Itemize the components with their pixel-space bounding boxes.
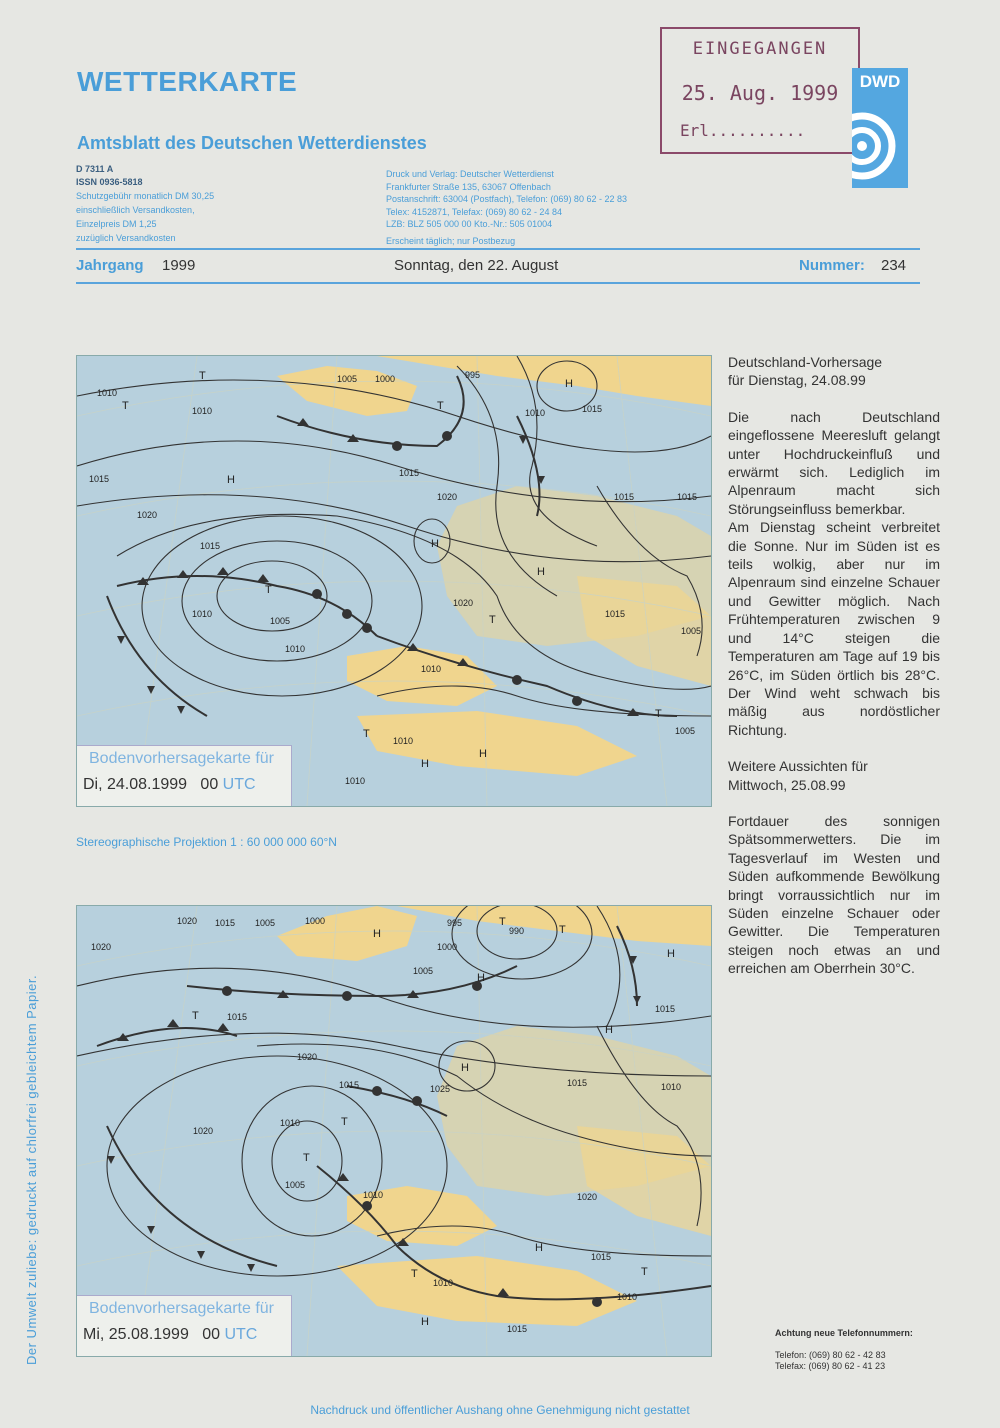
isobar-label: 1020: [177, 916, 198, 926]
isobar-label: 1000: [437, 942, 458, 952]
isobar-label: 1015: [677, 492, 698, 502]
isobar-label: 1010: [97, 388, 118, 398]
isobar-label: 1010: [192, 406, 213, 416]
isobar-label: 990: [509, 926, 525, 936]
issue-date: Sonntag, den 22. August: [394, 257, 559, 274]
isobar-label: 1020: [91, 942, 112, 952]
high-pressure-marker: H: [373, 928, 381, 940]
high-pressure-marker: H: [537, 566, 545, 578]
map-caption: [77, 745, 292, 806]
isobar-label: 1015: [591, 1252, 612, 1262]
nummer-value: 234: [881, 257, 907, 274]
low-pressure-marker: T: [499, 916, 506, 928]
high-pressure-marker: H: [605, 1024, 613, 1036]
high-pressure-marker: H: [479, 748, 487, 760]
outlook-heading: Weitere Aussichten für: [728, 758, 868, 775]
isobar-label: 1010: [363, 1190, 384, 1200]
high-pressure-marker: H: [421, 758, 429, 770]
forecast-utc: UTC: [222, 776, 256, 793]
forecast-date: Mi, 25.08.1999: [83, 1326, 189, 1343]
high-pressure-marker: H: [431, 538, 439, 550]
isobar-label: 1015: [655, 1004, 676, 1014]
isobar-label: 1000: [375, 374, 396, 384]
forecast-date: Di, 24.08.1999: [83, 776, 188, 793]
press-line: LZB: BLZ 505 000 00 Kto.-Nr.: 505 01004: [386, 219, 553, 229]
isobar-label: 1010: [421, 664, 442, 674]
isobar-label: 1020: [297, 1052, 318, 1062]
isobar-label: 995: [447, 918, 463, 928]
logo-text: DWD: [859, 72, 901, 91]
forecast-heading: für Dienstag, 24.08.99: [728, 372, 866, 389]
isobar-label: 1015: [227, 1012, 248, 1022]
press-line: Postanschrift: 63004 (Postfach), Telefon: (069) 80 62 - 22 83: [386, 194, 627, 204]
environment-note: Der Umwelt zuliebe: gedruckt auf chlorfrei gebleichtem Papier.: [24, 974, 39, 1365]
forecast-time: 00: [202, 1326, 220, 1343]
stamp-line: Erl..........: [680, 121, 806, 140]
isobar-label: 1015: [614, 492, 635, 502]
caption-date: [83, 776, 256, 794]
high-pressure-marker: H: [667, 948, 675, 960]
jahrgang-value: 1999: [162, 257, 196, 274]
isobar-label: 1010: [525, 408, 546, 418]
received-stamp: [660, 27, 860, 154]
isobar-label: 1005: [337, 374, 358, 384]
isobar-label: 1015: [200, 541, 221, 551]
outlook-paragraph: Fortdauer des sonnigen Spätsommerwetters. Die im Tagesverlauf im Westen und Süden aufkommende Bewölkung bringt vorraussichtlich nur im Süden einzelne Schauer oder Gewitter. Die Temperaturen steigen noch etwas an und erreichen am Oberrhein 30°C.: [728, 812, 940, 977]
low-pressure-marker: T: [655, 708, 662, 720]
low-pressure-marker: T: [303, 1152, 310, 1164]
caption-title: Bodenvorhersagekarte für: [89, 750, 274, 767]
high-pressure-marker: H: [477, 972, 485, 984]
low-pressure-marker: T: [437, 400, 444, 412]
low-pressure-marker: T: [559, 924, 566, 936]
divider: [76, 282, 920, 284]
isobar-label: 1020: [193, 1126, 214, 1136]
isobar-label: 1015: [89, 474, 110, 484]
isobar-label: 1010: [192, 609, 213, 619]
low-pressure-marker: T: [641, 1266, 648, 1278]
projection-note: Stereographische Projektion 1 : 60 000 000 60°N: [76, 835, 337, 849]
phone-number: Telefon: (069) 80 62 - 42 83: [775, 1350, 886, 1360]
isobar-label: 1015: [215, 918, 236, 928]
isobar-label: 1005: [285, 1180, 306, 1190]
forecast-time: 00: [200, 776, 219, 793]
high-pressure-marker: H: [227, 474, 235, 486]
forecast-heading: Deutschland-Vorhersage: [728, 354, 883, 370]
isobar-label: 1015: [582, 404, 603, 414]
low-pressure-marker: T: [411, 1268, 418, 1280]
swirl-icon: [852, 68, 908, 188]
phone-heading: Achtung neue Telefonnummern:: [775, 1328, 913, 1338]
isobar-label: 1020: [137, 510, 158, 520]
fee-line: zuzüglich Versandkosten: [76, 233, 176, 243]
press-line: Telex: 4152871, Telefax: (069) 80 62 - 24 84: [386, 206, 562, 217]
isobar-label: 1015: [399, 468, 420, 478]
stamp-line: EINGEGANGEN: [692, 39, 828, 59]
isobar-label: 1005: [255, 918, 276, 928]
page-subtitle: Amtsblatt des Deutschen Wetterdienstes: [77, 133, 427, 153]
isobar-label: 1005: [675, 726, 696, 736]
daily-note: Erscheint täglich; nur Postbezug: [386, 235, 516, 246]
map-caption: [77, 1295, 292, 1356]
isobar-label: 1005: [413, 966, 434, 976]
publication-id: D 7311 A: [76, 164, 114, 174]
isobar-label: 1010: [433, 1278, 454, 1288]
high-pressure-marker: H: [421, 1316, 429, 1328]
low-pressure-marker: T: [265, 584, 272, 596]
isobar-label: 995: [465, 370, 481, 380]
publication-info: [76, 163, 214, 245]
low-pressure-marker: T: [192, 1010, 199, 1022]
isobar-label: 1020: [437, 492, 458, 502]
pressure-centers: [77, 906, 711, 1356]
forecast-paragraph: Am Dienstag scheint verbreitet die Sonne. Nur im Süden ist es teils wolkig, aber nur im Alpenraum sind einzelne Schauer und Gewitter möglich. Nach Frühtemperaturen zwischen 9 und 14°C steigen die Temperaturen am Tage auf 19 bis 26°C, im Süden örtlich bis 28°C. Der Wind weht schwach bis mäßig aus nordöstlicher Richtung.: [728, 519, 940, 738]
forecast-text: [728, 353, 940, 978]
dwd-logo: [852, 68, 908, 188]
forecast-utc: UTC: [224, 1326, 258, 1343]
isobar-label: 1015: [339, 1080, 360, 1090]
forecast-paragraph: Die nach Deutschland eingeflossene Meeresluft gelangt unter Hochdruckeinfluß und erwärmt sich. Lediglich im Alpenraum macht sich Störungseinfluss bemerkbar.: [728, 408, 940, 517]
isobar-label: 1010: [393, 736, 414, 746]
low-pressure-marker: T: [199, 370, 206, 382]
divider: [76, 248, 920, 250]
nummer-label: Nummer:: [799, 257, 865, 274]
stamp-date: 25. Aug. 1999: [681, 81, 839, 105]
low-pressure-marker: T: [363, 728, 370, 740]
caption-date: [83, 1326, 257, 1344]
outlook-heading: Mittwoch, 25.08.99: [728, 776, 846, 793]
footer-note: Nachdruck und öffentlicher Aushang ohne Genehmigung nicht gestattet: [310, 1403, 690, 1417]
high-pressure-marker: H: [461, 1062, 469, 1074]
isobar-label: 1015: [507, 1324, 528, 1334]
caption-title: Bodenvorhersagekarte für: [89, 1300, 274, 1317]
low-pressure-marker: T: [341, 1116, 348, 1128]
isobar-label: 1010: [617, 1292, 638, 1302]
press-line: Frankfurter Straße 135, 63067 Offenbach: [386, 181, 551, 192]
isobar-label: 1005: [681, 626, 702, 636]
high-pressure-marker: H: [565, 378, 573, 390]
isobar-label: 1010: [661, 1082, 682, 1092]
fee-line: einschließlich Versandkosten,: [76, 205, 195, 215]
jahrgang-label: Jahrgang: [76, 257, 144, 274]
fax-number: Telefax: (069) 80 62 - 41 23: [775, 1361, 886, 1371]
isobar-label: 1020: [453, 598, 474, 608]
fee-line: Schutzgebühr monatlich DM 30,25: [76, 191, 215, 201]
press-line: Druck und Verlag: Deutscher Wetterdienst: [386, 169, 554, 179]
isobar-label: 1010: [280, 1118, 301, 1128]
isobar-label: 1010: [345, 776, 366, 786]
isobar-label: 1005: [270, 616, 291, 626]
isobar-label: 1025: [430, 1084, 451, 1094]
weather-map-2: [76, 905, 712, 1357]
pressure-centers: [77, 356, 711, 806]
low-pressure-marker: T: [122, 400, 129, 412]
isobar-label: 1015: [605, 609, 626, 619]
isobar-label: 1010: [285, 644, 306, 654]
isobar-label: 1000: [305, 916, 326, 926]
page-title: WETTERKARTE: [77, 66, 298, 97]
fee-line: Einzelpreis DM 1,25: [76, 219, 157, 229]
isobar-label: 1015: [567, 1078, 588, 1088]
issn: ISSN 0936-5818: [76, 176, 143, 187]
low-pressure-marker: T: [489, 614, 496, 626]
isobar-label: 1020: [577, 1192, 598, 1202]
high-pressure-marker: H: [535, 1242, 543, 1254]
weather-map-1: [76, 355, 712, 807]
press-info: [386, 168, 627, 247]
